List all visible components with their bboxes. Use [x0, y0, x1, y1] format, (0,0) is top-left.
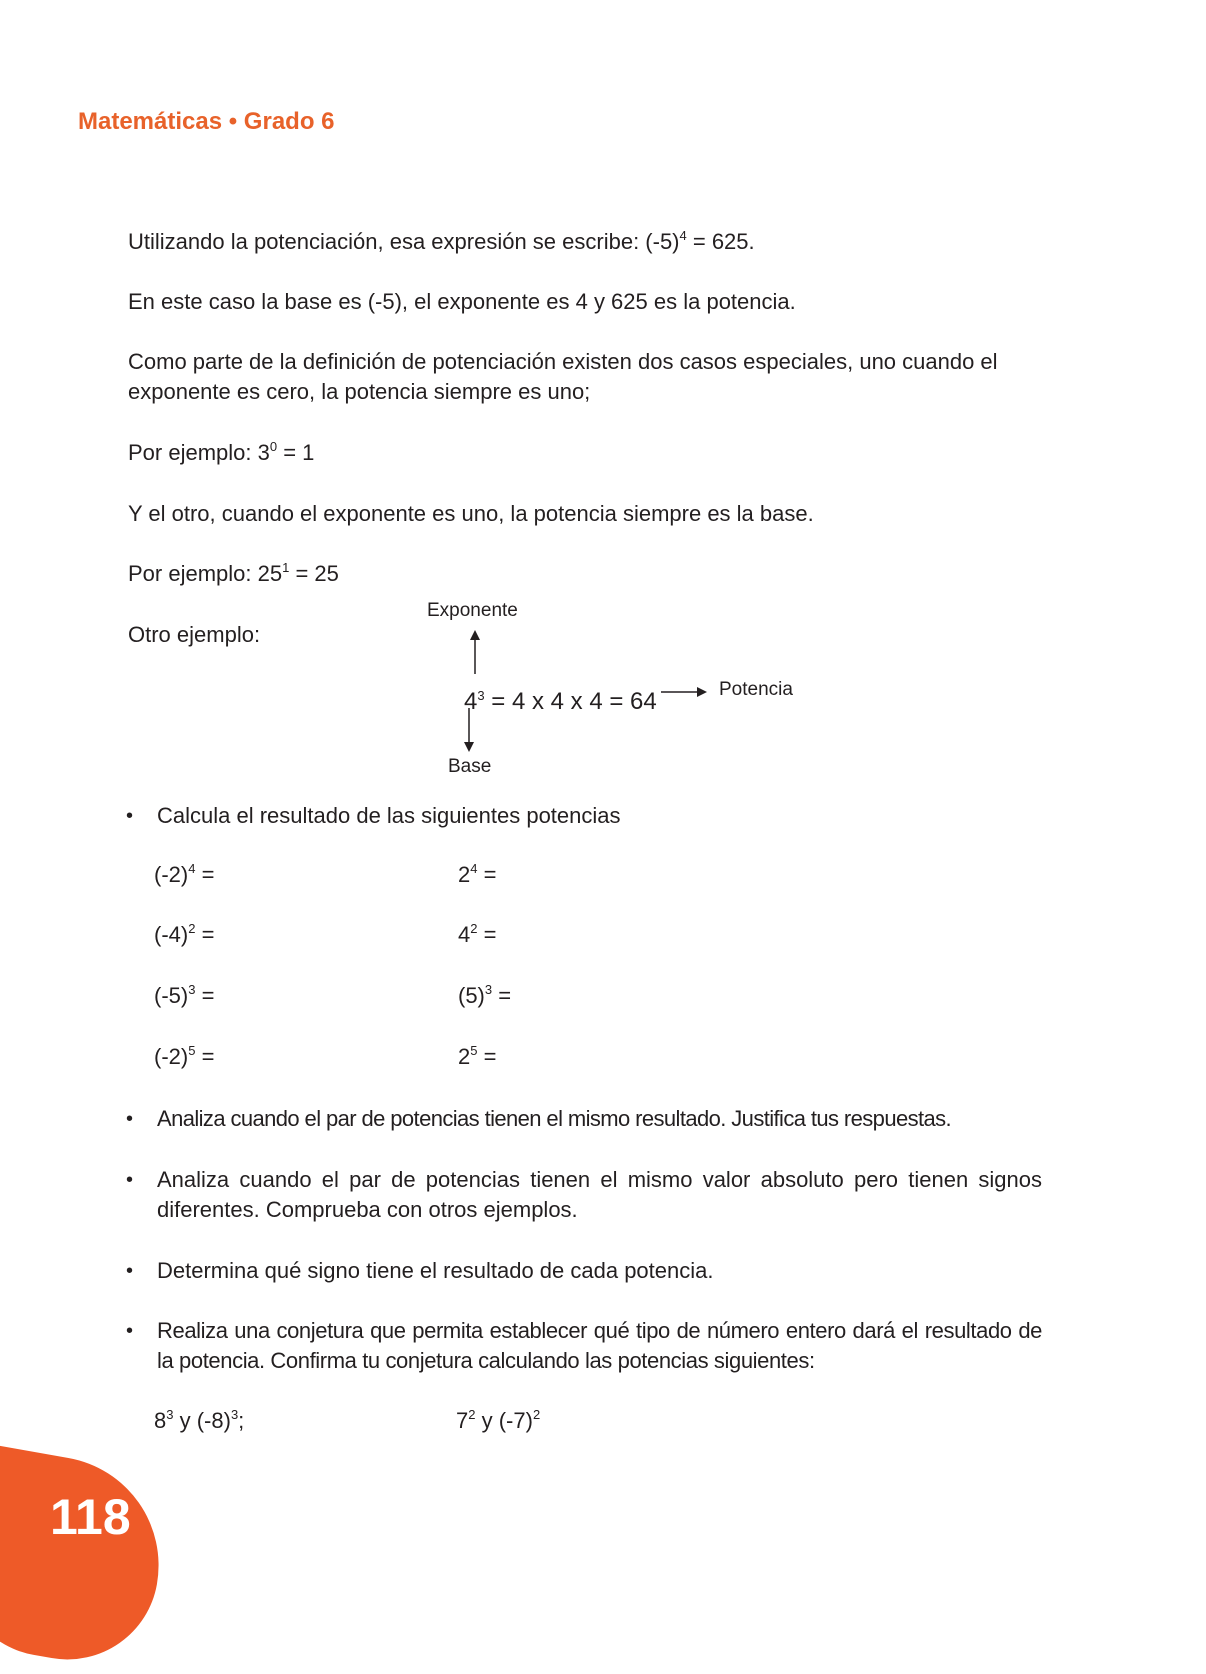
bullet-calcula: Calcula el resultado de las siguientes potencias [157, 803, 621, 828]
exponent-arrow [468, 628, 482, 676]
p4-result: = 1 [277, 440, 315, 465]
paragraph-ejemplo-uno [128, 559, 1038, 589]
eq-expansion: = 4 x 4 x 4 = 64 [484, 688, 657, 715]
exercise-left-4: $(-2)^5$ = [154, 1043, 215, 1069]
p6-result: = 25 [289, 561, 339, 586]
exercise-right-1: $2^4$ = [458, 861, 497, 887]
power-arrow [661, 685, 709, 699]
paragraph-potenciacion [128, 227, 1038, 257]
eq-base: 4 [464, 688, 478, 715]
paragraph-exponente-uno: Y el otro, cuando el exponente es uno, la potencia siempre es la base. [128, 501, 814, 526]
page-number-badge [0, 1442, 176, 1674]
eq-exponent: 3 [477, 688, 485, 703]
paragraph-otro-ejemplo: Otro ejemplo: [128, 622, 261, 647]
bullet-conjetura: Realiza una conjetura que permita establecer qué tipo de número entero dará el resultado de la potencia. Confirma tu conjetura calculando las potencias siguientes: [157, 1318, 1042, 1373]
p4-exponent: 0 [269, 439, 278, 454]
p6-exponent: 1 [282, 560, 290, 575]
bullet-marker: • [126, 1108, 134, 1130]
page-number: 118 [50, 1489, 131, 1545]
bullet-analiza-valor-absoluto: Analiza cuando el par de potencias tienen el mismo valor absoluto pero tienen signos diferentes. Comprueba con otros ejemplos. [157, 1167, 1042, 1222]
page-header: Matemáticas • Grado 6 [78, 108, 335, 135]
exponent-label: Exponente [427, 600, 518, 621]
p1-result: = 625. [686, 229, 755, 254]
final-exercise-a: $8^3$ y $(-8)^3$; [154, 1407, 245, 1433]
bullet-marker: • [126, 1260, 134, 1282]
p1-text: Utilizando la potenciación, esa expresión se escribe: (-5) [128, 229, 680, 254]
paragraph-casos-especiales: Como parte de la definición de potenciación existen dos casos especiales, uno cuando el exponente es cero, la potencia siempre es uno; [128, 349, 998, 404]
bullet-marker: • [126, 1169, 134, 1191]
base-arrow [462, 706, 476, 754]
power-label: Potencia [719, 679, 793, 700]
exercise-left-2: $(-4)^2$ = [154, 921, 215, 947]
bullet-analiza-resultado: Analiza cuando el par de potencias tienen el mismo resultado. Justifica tus respuestas. [157, 1106, 952, 1131]
exercise-left-3: $(-5)^3$ = [154, 982, 215, 1008]
paragraph-ejemplo-cero [128, 438, 1038, 468]
bullet-marker: • [126, 1320, 134, 1342]
final-exercise-b: $7^2$ y $(-7)^2$ [456, 1407, 541, 1433]
power-equation [464, 688, 657, 716]
base-label: Base [448, 756, 492, 777]
p4-text: Por ejemplo: 3 [128, 440, 270, 465]
p6-text: Por ejemplo: 25 [128, 561, 283, 586]
bullet-determina-signo: Determina qué signo tiene el resultado de cada potencia. [157, 1258, 714, 1283]
exercise-left-1: $(-2)^4$ = [154, 861, 215, 887]
paragraph-base-exponente: En este caso la base es (-5), el exponente es 4 y 625 es la potencia. [128, 289, 796, 314]
exercise-right-2: $4^2$ = [458, 921, 497, 947]
p1-exponent: 4 [679, 228, 687, 243]
exercise-right-3: $(5)^3$ = [458, 982, 512, 1008]
bullet-marker: • [126, 805, 134, 827]
exercise-right-4: $2^5$ = [458, 1043, 497, 1069]
